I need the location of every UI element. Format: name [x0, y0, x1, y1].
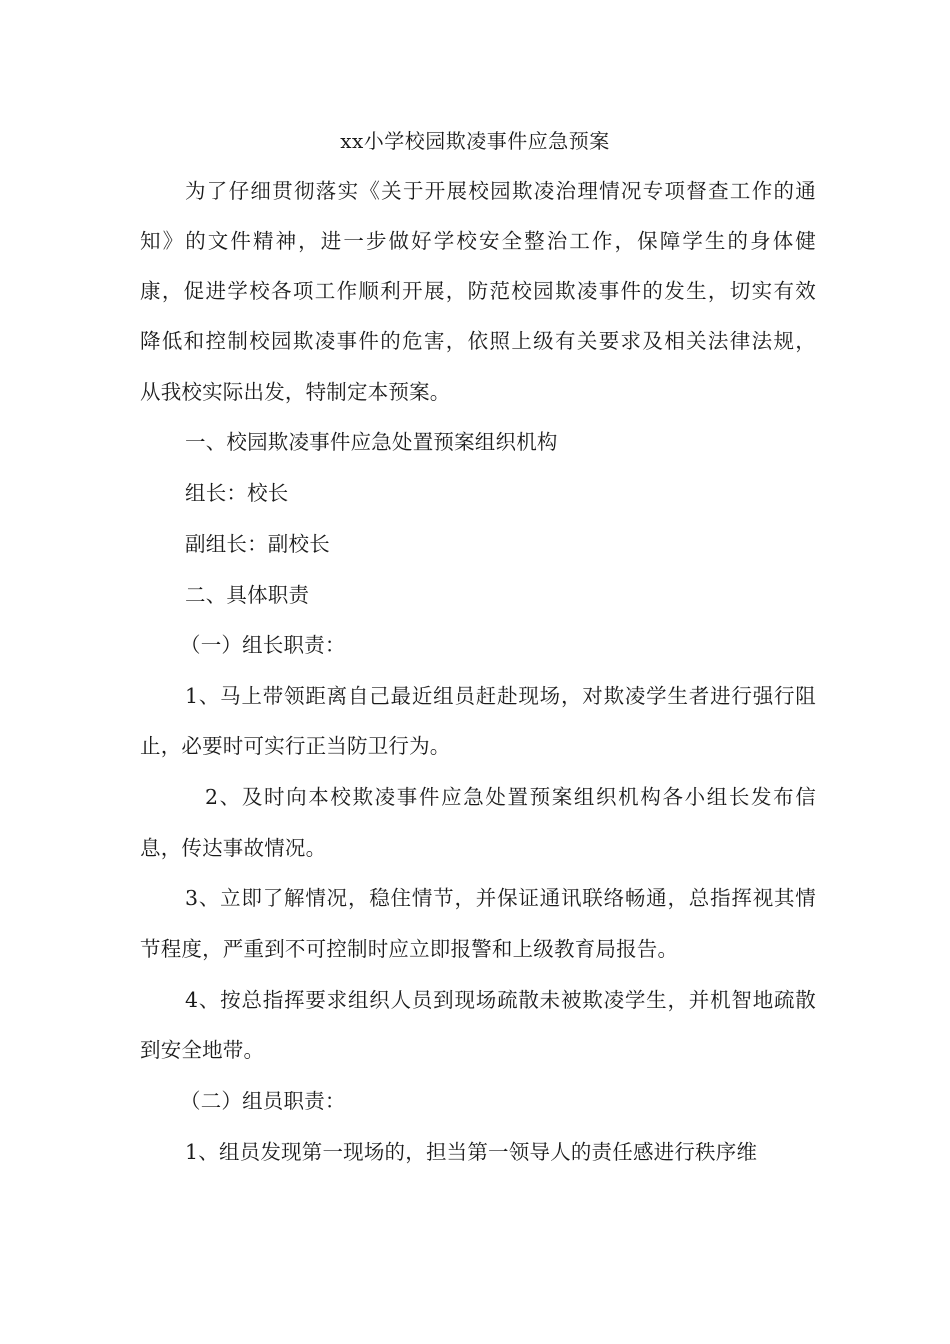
leader-line: 组长：校长 [185, 481, 289, 505]
section2-heading: 二、具体职责 [185, 583, 310, 607]
subsection-member-duties: （二）组员职责： [180, 1089, 346, 1113]
item1-line-2: 止，必要时可实行正当防卫行为。 [140, 734, 451, 758]
item4-line-1: 4、按总指挥要求组织人员到现场疏散未被欺凌学生，并机智地疏散 [185, 988, 816, 1012]
intro-line-1: 为了仔细贯彻落实《关于开展校园欺凌治理情况专项督查工作的通 [185, 179, 816, 203]
intro-line-2: 知》的文件精神，进一步做好学校安全整治工作，保障学生的身体健 [140, 229, 816, 253]
item1-line-1: 1、马上带领距离自己最近组员赶赴现场，对欺凌学生者进行强行阻 [185, 684, 816, 708]
member1-line-1: 1、组员发现第一现场的，担当第一领导人的责任感进行秩序维 [185, 1140, 758, 1164]
item3-line-2: 节程度，严重到不可控制时应立即报警和上级教育局报告。 [140, 937, 679, 961]
section1-heading: 一、校园欺凌事件应急处置预案组织机构 [185, 430, 558, 454]
document-title: xx小学校园欺凌事件应急预案 [340, 129, 610, 153]
subsection-leader-duties: （一）组长职责： [180, 633, 346, 657]
intro-line-3: 康，促进学校各项工作顺利开展，防范校园欺凌事件的发生，切实有效 [140, 279, 816, 303]
item2-line-2: 息，传达事故情况。 [140, 836, 327, 860]
item3-line-1: 3、立即了解情况，稳住情节，并保证通讯联络畅通，总指挥视其情 [185, 886, 816, 910]
item2-line-1: 2、及时向本校欺凌事件应急处置预案组织机构各小组长发布信 [205, 785, 816, 809]
intro-line-4: 降低和控制校园欺凌事件的危害，依照上级有关要求及相关法律法规， [140, 329, 816, 353]
deputy-line: 副组长：副校长 [185, 532, 330, 556]
intro-line-5: 从我校实际出发，特制定本预案。 [140, 380, 451, 404]
item4-line-2: 到安全地带。 [140, 1038, 265, 1062]
